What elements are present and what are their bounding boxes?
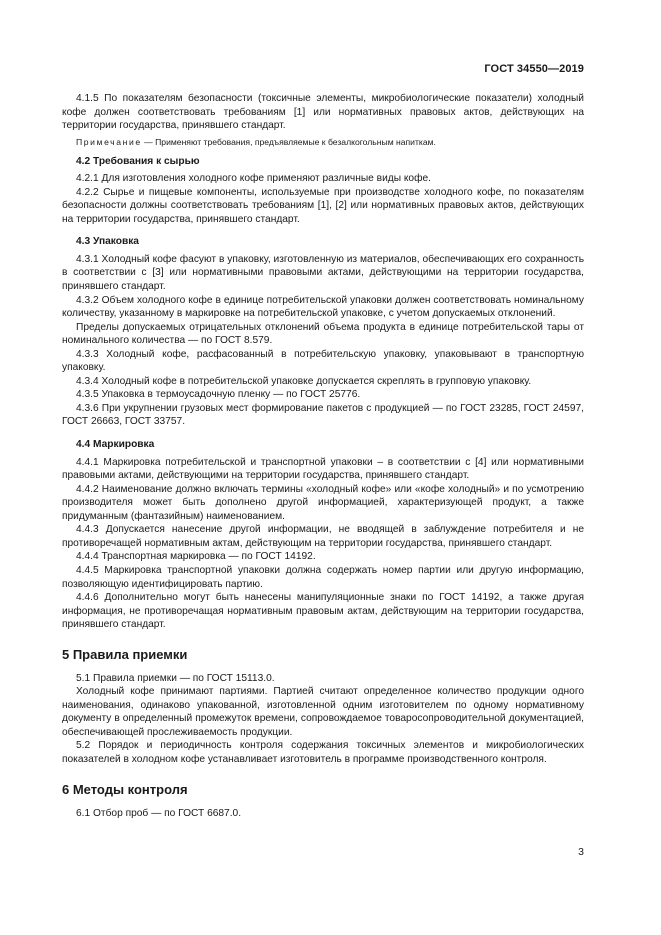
paragraph-4-2-1: 4.2.1 Для изготовления холодного кофе применяют различные виды кофе.: [76, 173, 431, 185]
note: [62, 136, 584, 148]
paragraph-4-3-6: 4.3.6 При укрупнении грузовых мест формирование пакетов с продукцией — по ГОСТ 23285, ГОСТ 24597, ГОСТ 26663, ГОСТ 33757.: [62, 402, 584, 428]
paragraph-6-1: 6.1 Отбор проб — по ГОСТ 6687.0.: [76, 807, 242, 819]
paragraph-4-3-2: 4.3.2 Объем холодного кофе в единице потребительской упаковки должен соответствовать номинальному количеству, указанному в маркировке на потребительской упаковке, с учетом допускаемых отклонений.: [62, 294, 584, 320]
paragraph-4-4-4: 4.4.4 Транспортная маркировка — по ГОСТ 14192.: [76, 551, 316, 563]
paragraph-4-4-6: 4.4.6 Дополнительно могут быть нанесены манипуляционные знаки по ГОСТ 14192, а также другая информация, не противоречащая нормативным правовым актам, действующим на территории государства, принявшего стандарт.: [62, 592, 584, 631]
paragraph-4-4-2: 4.4.2 Наименование должно включать термины «холодный кофе» или «кофе холодный» и по усмотрению производителя может быть дополнено другой информацией, характеризующей продукт, а также придуманным (фантазийным) наименованием.: [62, 483, 584, 522]
note-text: — Применяют требования, предъявляемые к безалкогольным напиткам.: [141, 136, 436, 147]
paragraph-4-1-5: 4.1.5 По показателям безопасности (токсичные элементы, микробиологические показатели) холодный кофе должен соответствовать требованиям [1] или нормативных правовых актов, действующих на территории государства, принявшего стандарт.: [62, 93, 584, 132]
paragraph-5-2: 5.2 Порядок и периодичность контроля содержания токсичных элементов и микробиологических показателей в холодном кофе устанавливает изготовитель в программе производственного контроля.: [62, 740, 584, 765]
heading-4-3: 4.3 Упаковка: [76, 236, 139, 248]
paragraph-5-1-lots: Холодный кофе принимают партиями. Партией считают определенное количество продукции одного наименования, одинаково упакованной, изготовленной одним изготовителем по одному нормативному документу в определенный промежуток времени, сопровождаемое товаросопроводительной документацией, обеспечивающей прослеживаемость продукции.: [62, 686, 584, 738]
paragraph-4-4-1: 4.4.1 Маркировка потребительской и транспортной упаковки – в соответствии с [4] или нормативными правовыми актами, действующими на территории государства, принявшего стандарт.: [62, 456, 584, 482]
heading-4-2: 4.2 Требования к сырью: [76, 155, 200, 167]
note-label: Примечание: [76, 136, 142, 147]
paragraph-4-3-5: 4.3.5 Упаковка в термоусадочную пленку — по ГОСТ 25776.: [76, 389, 361, 401]
page-number: 3: [578, 846, 584, 858]
paragraph-4-3-4: 4.3.4 Холодный кофе в потребительской упаковке допускается скреплять в групповую упаковку.: [76, 375, 532, 387]
heading-4-4: 4.4 Маркировка: [76, 439, 155, 451]
paragraph-4-3-3: 4.3.3 Холодный кофе, расфасованный в потребительскую упаковку, упаковывают в транспортную упаковку.: [62, 348, 584, 374]
paragraph-4-4-5: 4.4.5 Маркировка транспортной упаковки должна содержать номер партии или другую информацию, позволяющую идентифицировать партию.: [62, 564, 584, 590]
document-code: ГОСТ 34550—2019: [484, 63, 584, 75]
paragraph-4-4-3: 4.4.3 Допускается нанесение другой информации, не вводящей в заблуждение потребителя и не противоречащей нормативным актам, действующим на территории государства, принявшего стандарт.: [62, 524, 584, 549]
paragraph-5-1: 5.1 Правила приемки — по ГОСТ 15113.0.: [76, 672, 275, 684]
section-5-title: 5 Правила приемки: [62, 646, 188, 662]
paragraph-4-3-2-limits: Пределы допускаемых отрицательных отклонений объема продукта в единице потребительской тары от номинального количества — по ГОСТ 8.579.: [62, 321, 584, 347]
paragraph-4-3-1: 4.3.1 Холодный кофе фасуют в упаковку, изготовленную из материалов, обеспечивающих его сохранность в соответствии с [3] или нормативными правовыми актами, действующими на территории государства, принявшего стандарт.: [62, 253, 584, 293]
section-6-title: 6 Методы контроля: [62, 781, 188, 797]
paragraph-4-2-2: 4.2.2 Сырье и пищевые компоненты, используемые при производстве холодного кофе, по показателям безопасности должны соответствовать требованиям [1], [2] или нормативных правовых актов, действующих на территории государства, принявшего стандарт.: [62, 186, 584, 225]
document-body: [62, 92, 584, 820]
